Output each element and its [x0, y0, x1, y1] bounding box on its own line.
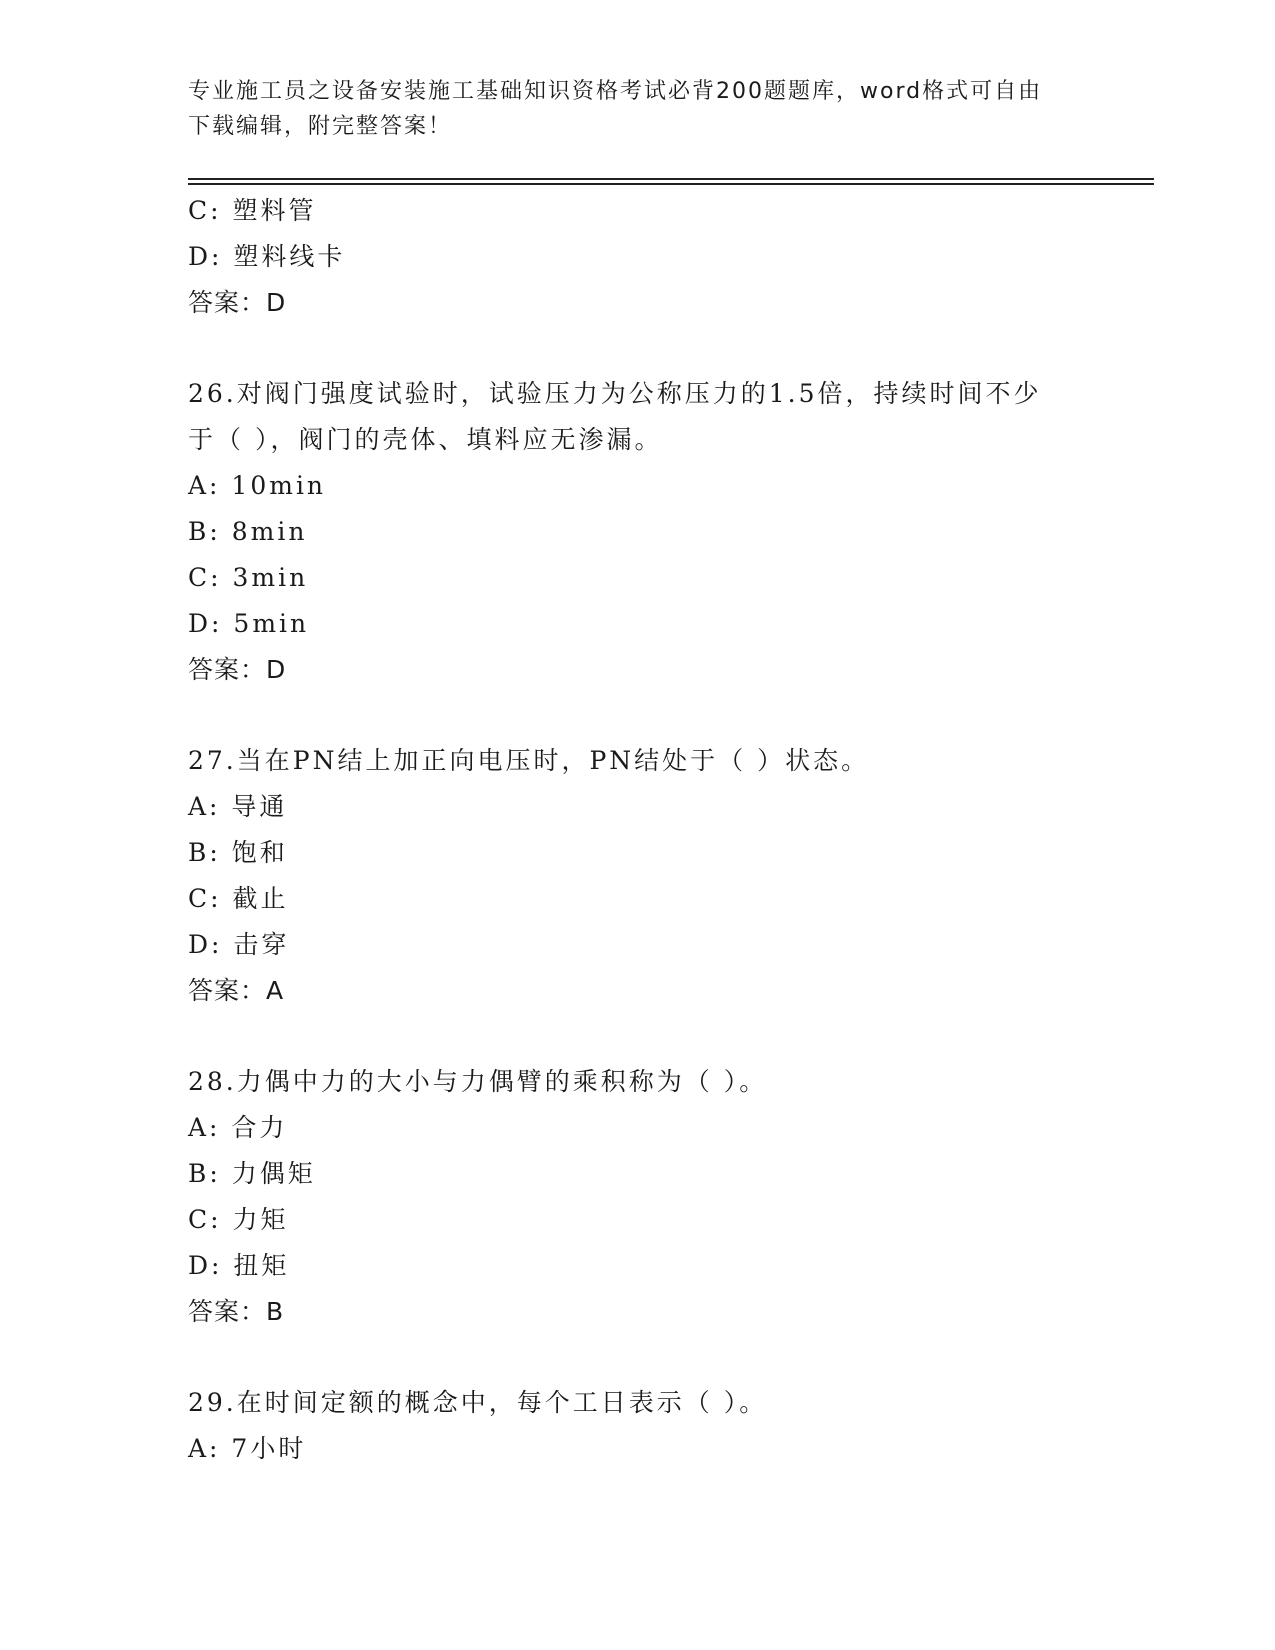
option-c: C: 截止	[188, 884, 289, 913]
option-d: D: 5min	[188, 609, 310, 638]
question-list	[188, 188, 1088, 1472]
option-a: A: 10min	[188, 471, 327, 500]
option-d: D: 扭矩	[188, 1251, 290, 1280]
question-text-line-2: 于（ ），阀门的壳体、填料应无渗漏。	[188, 425, 663, 454]
question-text-line-1: 27.当在PN结上加正向电压时，PN结处于（ ）状态。	[188, 746, 870, 775]
spacer	[188, 326, 1088, 371]
answer-label: 答案：A	[188, 976, 285, 1005]
document-header	[188, 74, 1088, 144]
answer-label: 答案：B	[188, 1297, 285, 1326]
spacer	[188, 1335, 1088, 1380]
question-27	[188, 738, 1088, 1014]
question-28	[188, 1059, 1088, 1335]
question-29	[188, 1380, 1088, 1472]
option-a: A: 导通	[188, 792, 288, 821]
option-c: C: 力矩	[188, 1205, 289, 1234]
header-divider-bottom	[188, 183, 1154, 185]
option-b: B: 力偶矩	[188, 1159, 316, 1188]
header-divider-top	[188, 178, 1154, 180]
option-d: D: 击穿	[188, 930, 290, 959]
option-a: A: 合力	[188, 1113, 288, 1142]
header-title-line-1: 专业施工员之设备安装施工基础知识资格考试必背200题题库，word格式可自由	[188, 79, 1043, 104]
header-title-line-2: 下载编辑，附完整答案！	[188, 114, 453, 139]
question-text-line-1: 26.对阀门强度试验时，试验压力为公称压力的1.5倍，持续时间不少	[188, 379, 1042, 408]
question-text-line-1: 28.力偶中力的大小与力偶臂的乘积称为（ ）。	[188, 1067, 768, 1096]
question-25-tail	[188, 188, 1088, 326]
question-text-line-1: 29.在时间定额的概念中，每个工日表示（ ）。	[188, 1388, 768, 1417]
option-c: C: 塑料管	[188, 196, 317, 225]
answer-label: 答案：D	[188, 288, 287, 317]
option-c: C: 3min	[188, 563, 309, 592]
spacer	[188, 1014, 1088, 1059]
option-a: A: 7小时	[188, 1434, 307, 1463]
answer-label: 答案：D	[188, 655, 287, 684]
option-d: D: 塑料线卡	[188, 242, 346, 271]
spacer	[188, 693, 1088, 738]
option-b: B: 饱和	[188, 838, 288, 867]
option-b: B: 8min	[188, 517, 308, 546]
question-26	[188, 371, 1088, 693]
